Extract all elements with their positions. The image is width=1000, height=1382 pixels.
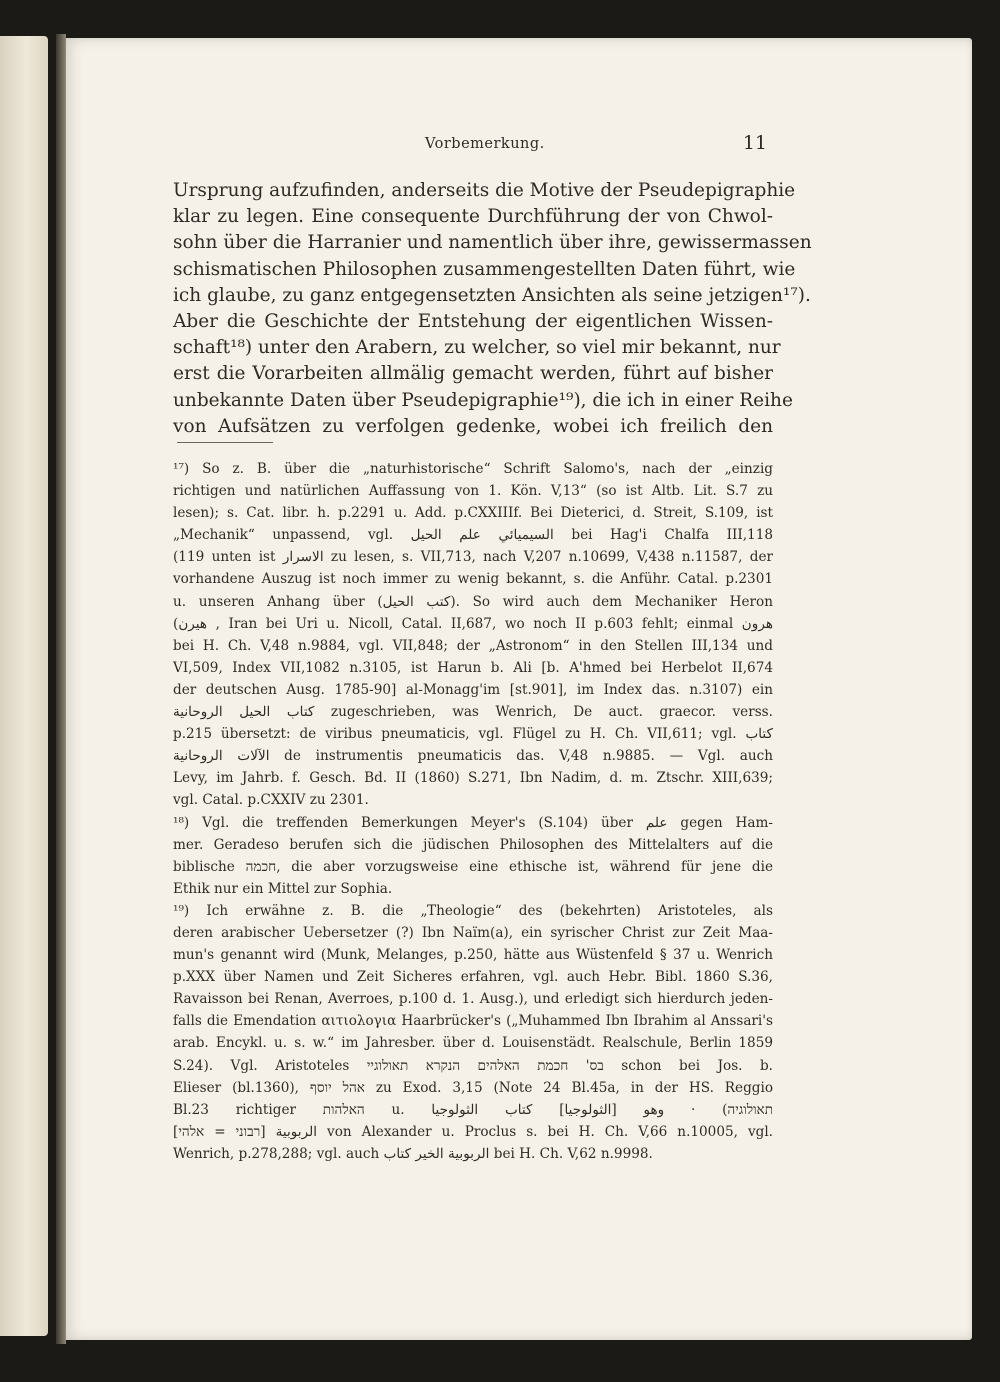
book-gutter <box>56 34 66 1344</box>
body-line: erst die Vorarbeiten allmälig gemacht werden, führt auf bisher <box>173 363 773 385</box>
footnote-line: ¹⁸) Vgl. die treffenden Bemerkungen Meyer's (S.104) über علم gegen Ham- <box>173 814 773 831</box>
footnote-line: Wenrich, p.278,288; vgl. auch الربوبية الخير كتاب bei H. Ch. V,62 n.9998. <box>173 1145 653 1162</box>
body-line: ich glaube, zu ganz entgegensetzten Ansichten als seine jetzigen¹⁷). <box>173 284 811 306</box>
footnote-line: arab. Encykl. u. s. w.“ im Jahresber. über d. Louisenstädt. Realschule, Berlin 1859 <box>173 1035 773 1052</box>
body-line: sohn über die Harranier und namentlich über ihre, gewissermassen <box>173 232 812 254</box>
footnote-line: Ravaisson bei Renan, Averroes, p.100 d. 1. Ausg.), und erledigt sich hierdurch jeden- <box>173 991 773 1008</box>
footnote-17 <box>173 458 773 812</box>
footnote-line: der deutschen Ausg. 1785-90] al-Monagg'im [st.901], im Index das. n.3107) ein <box>173 681 773 698</box>
footnote-line: ¹⁷) So z. B. über die „naturhistorische“ Schrift Salomo's, nach der „einzig <box>173 461 773 477</box>
footnote-line: deren arabischer Uebersetzer (?) Ibn Naïm(a), ein syrischer Christ zur Zeit Maa- <box>173 924 773 941</box>
footnote-line: „Mechanik“ unpassend, vgl. السيميائي علم الحيل bei Hag'i Chalfa III,118 <box>173 527 773 544</box>
footnote-line: vgl. Catal. p.CXXIV zu 2301. <box>173 792 369 809</box>
body-line: Ursprung aufzufinden, anderseits die Motive der Pseudepigraphie <box>173 180 796 201</box>
footnote-line: richtigen und natürlichen Auffassung von 1. Kön. V,13“ (so ist Altb. Lit. S.7 zu <box>173 483 773 500</box>
footnote-line: mun's genannt wird (Munk, Melanges, p.250, hätte aus Wüstenfeld § 37 u. Wenrich <box>173 947 773 964</box>
footnote-line: S.24). Vgl. Aristoteles בס' חכמת האלהים הנקרא תאולוגיי schon bei Jos. b. <box>173 1057 774 1074</box>
footnote-line: ¹⁹) Ich erwähne z. B. die „Theologie“ des (bekehrten) Aristoteles, als <box>173 902 773 919</box>
footnote-line: (هيرن , Iran bei Uri u. Nicoll, Catal. II,687, wo noch II p.603 fehlt; einmal هرون <box>173 615 773 632</box>
footnote-line: mer. Geradeso berufen sich die jüdischen Philosophen des Mittelalters auf die <box>173 836 773 853</box>
footnote-line: Levy, im Jahrb. f. Gesch. Bd. II (1860) S.271, Ibn Nadim, d. m. Ztschr. XIII,639; <box>173 770 773 787</box>
running-head-title: Vorbemerkung. <box>425 136 545 152</box>
footnote-line: Elieser (bl.1360), אהל יוסף zu Exod. 3,15 (Note 24 Bl.45a, in der HS. Reggio <box>173 1079 774 1096</box>
footnote-line: p.215 übersetzt: de viribus pneumaticis, vgl. Flügel zu H. Ch. VII,611; vgl. كتاب <box>173 726 773 743</box>
footnotes <box>173 458 773 1165</box>
footnote-19 <box>173 900 773 1165</box>
footnote-line: falls die Emendation αιτιολογια Haarbrücker's („Muhammed Ibn Ibrahim al Anssari's <box>173 1013 773 1030</box>
footnote-line: Ethik nur ein Mittel zur Sophia. <box>173 880 393 897</box>
footnote-line: Bl.23 richtiger האלהות u. תאולוגיה) · وهو [الثولوجيا] كتاب الثولوجيا <box>173 1101 774 1118</box>
body-line: schismatischen Philosophen zusammengestellten Daten führt, wie <box>173 258 796 280</box>
footnote-line: vorhandene Auszug ist noch immer zu wenig bekannt, s. die Anführ. Catal. p.2301 <box>173 571 773 588</box>
footnote-line: [רבוני = אלהי] الربوبية von Alexander u. Proclus s. bei H. Ch. V,66 n.10005, vgl. <box>173 1123 774 1140</box>
main-text <box>173 178 812 440</box>
footnote-line: lesen); s. Cat. libr. h. p.2291 u. Add. p.CXXIIIf. Bei Dieterici, d. Streit, S.109, ist <box>173 505 773 522</box>
body-line: klar zu legen. Eine consequente Durchführung der von Chwol- <box>173 206 773 228</box>
footnote-line: u. unseren Anhang über (كتب الحيل). So wird auch dem Mechaniker Heron <box>173 593 773 610</box>
body-line: Aber die Geschichte der Entstehung der eigentlichen Wissen- <box>173 310 773 332</box>
footnote-line: الآلات الروحانية de instrumentis pneumaticis das. V,48 n.9885. — Vgl. auch <box>173 748 773 765</box>
body-line: von Aufsätzen zu verfolgen gedenke, wobei ich freilich den <box>173 415 773 437</box>
footnote-line: bei H. Ch. V,48 n.9884, vgl. VII,848; der „Astronom“ in den Stellen III,134 und <box>173 637 773 654</box>
running-header <box>173 132 779 158</box>
body-line: schaft¹⁸) unter den Arabern, zu welcher, so viel mir bekannt, nur <box>173 337 781 359</box>
footnote-line: (119 unten ist الاسرار zu lesen, s. VII,713, nach V,207 n.10699, V,438 n.11587, der <box>173 549 773 566</box>
page-number: 11 <box>742 132 767 154</box>
facing-page-edge <box>0 36 48 1336</box>
footnote-line: كتاب الحيل الروحانية zugeschrieben, was Wenrich, De auct. graecor. verss. <box>173 704 773 721</box>
body-line: unbekannte Daten über Pseudepigraphie¹⁹), die ich in einer Reihe <box>173 389 793 411</box>
footnote-line: biblische חכמה, die aber vorzugsweise eine ethische ist, während für jene die <box>173 858 773 875</box>
footnote-line: VI,509, Index VII,1082 n.3105, ist Harun b. Ali [b. A'hmed bei Herbelot II,674 <box>173 659 773 676</box>
footnote-separator <box>177 442 273 443</box>
footnote-line: p.XXX über Namen und Zeit Sicheres erfahren, vgl. auch Hebr. Bibl. 1860 S.36, <box>173 969 773 986</box>
footnote-18 <box>173 812 773 900</box>
